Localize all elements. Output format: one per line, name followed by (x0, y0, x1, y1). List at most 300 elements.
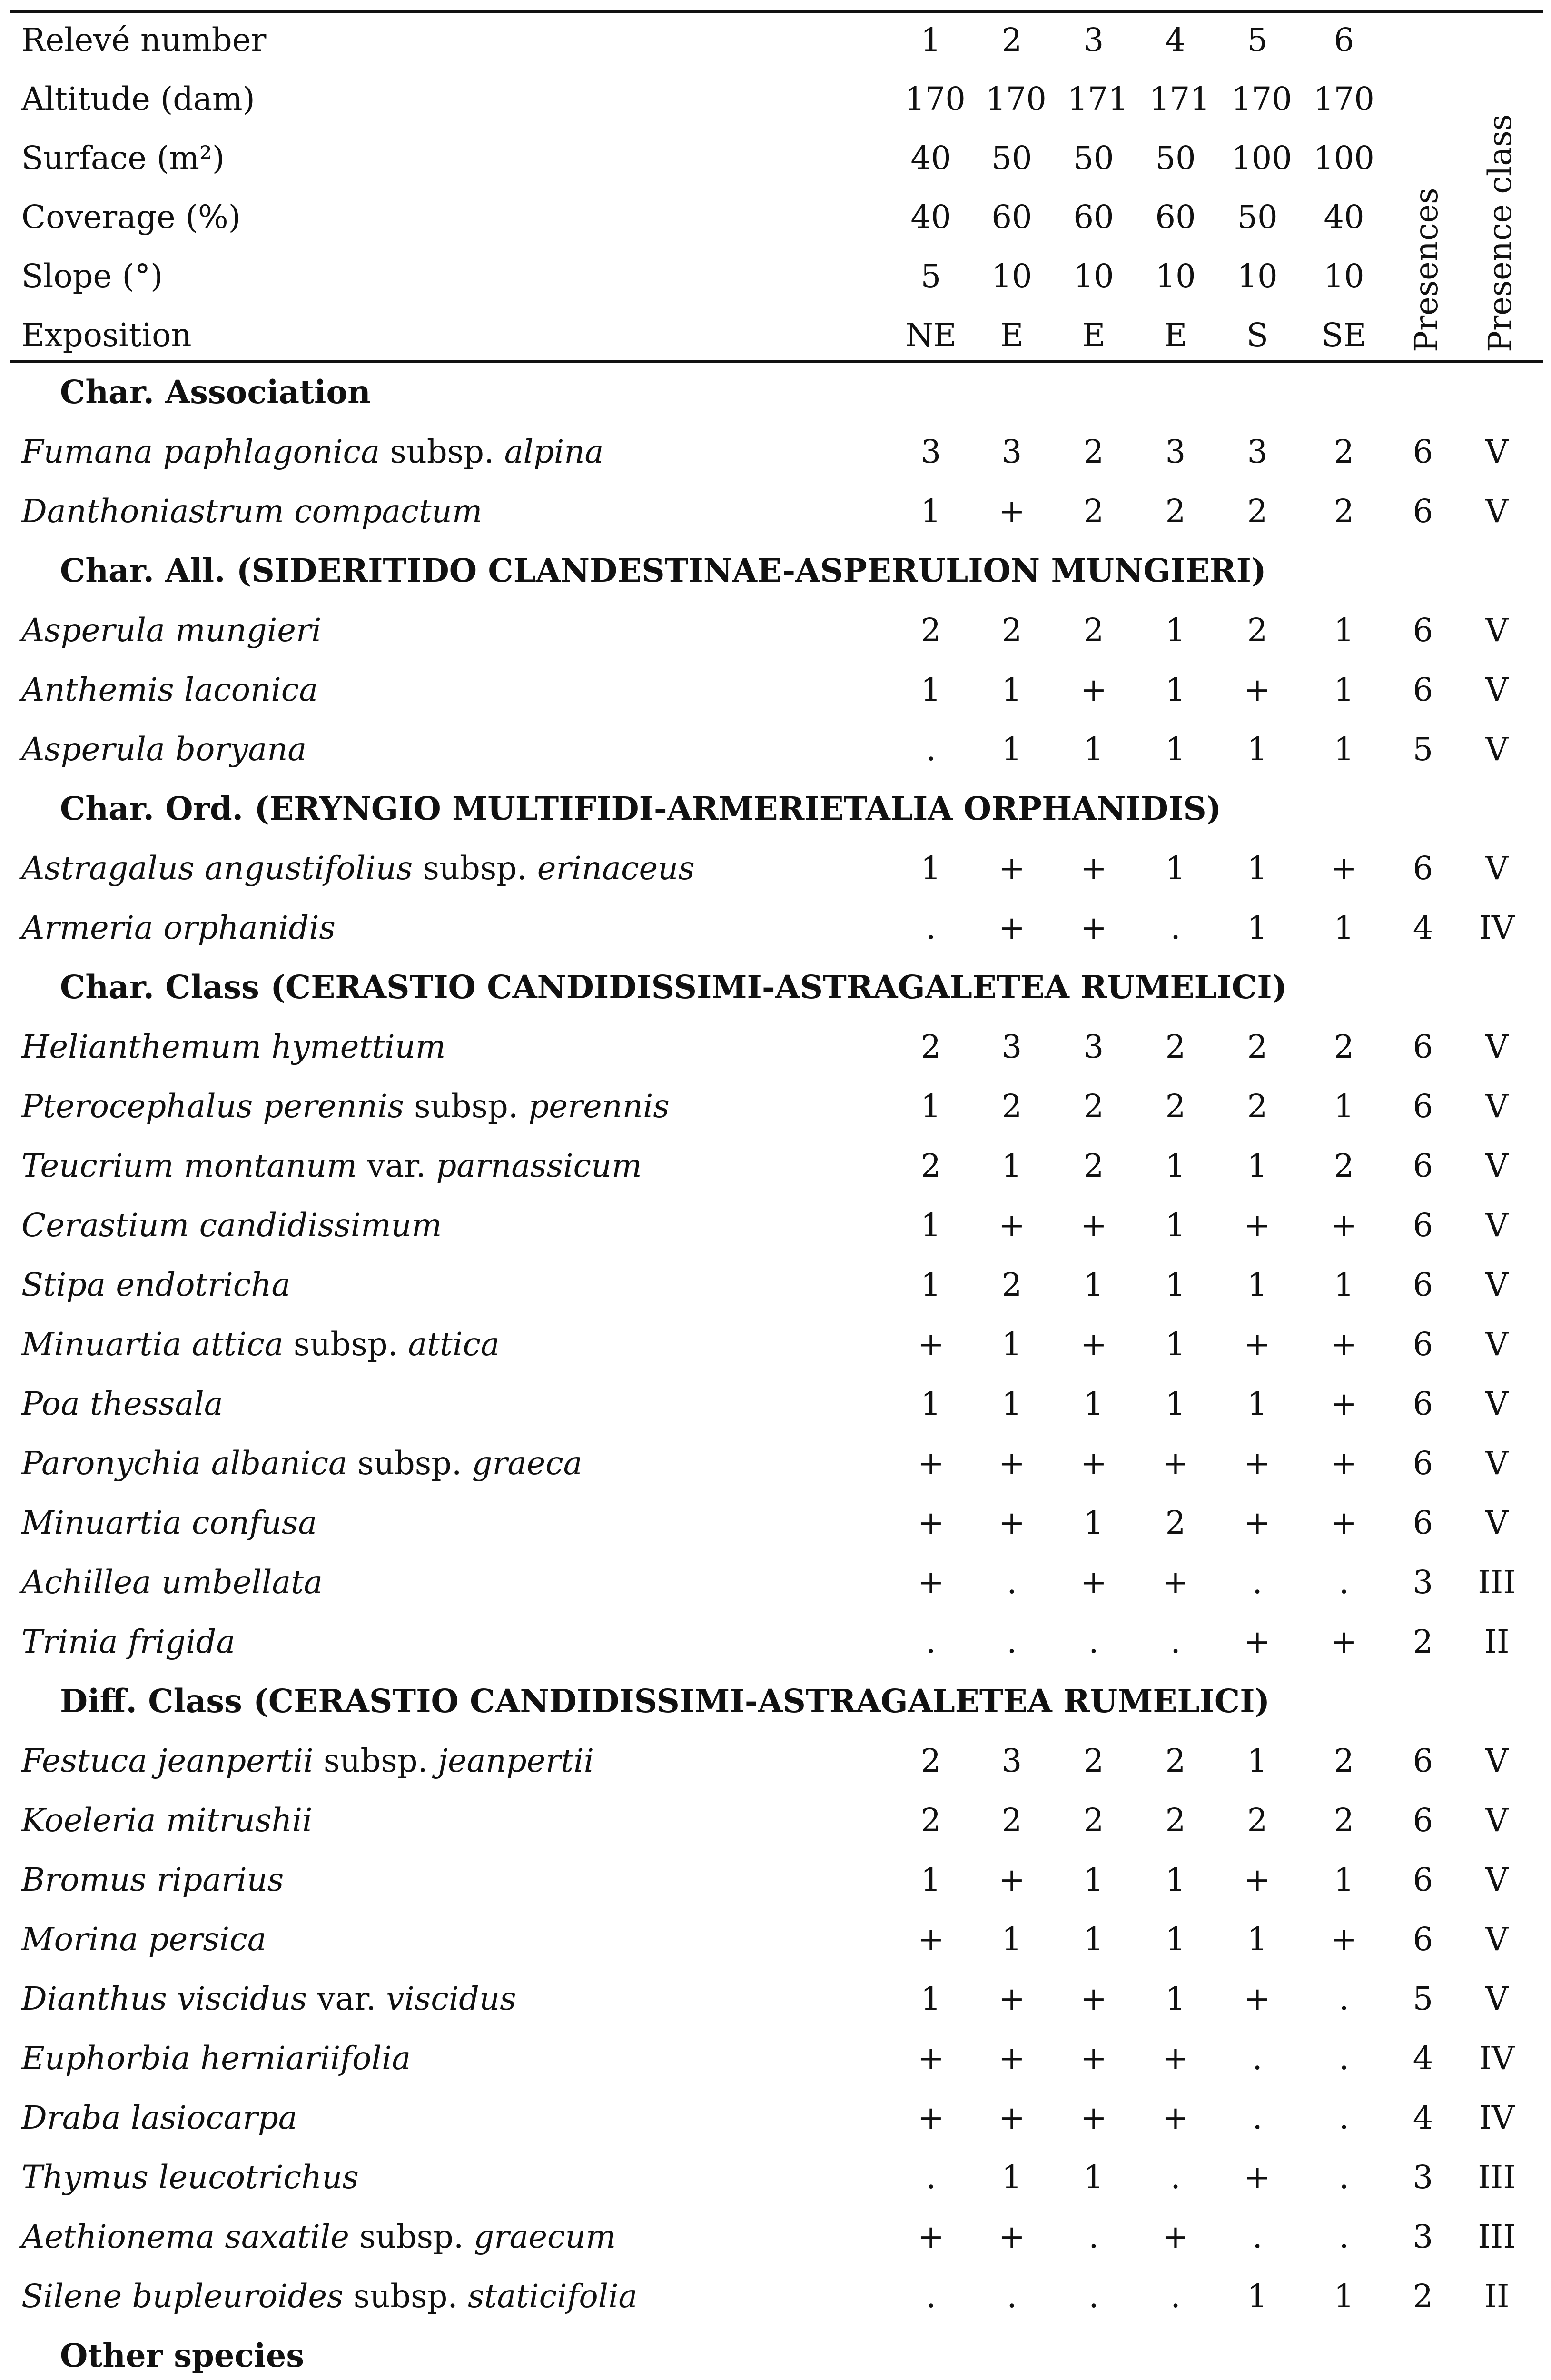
cover-value: + (998, 493, 1026, 530)
species-name-rank: subsp. (343, 2278, 468, 2315)
presence-class-value: II (1484, 2278, 1510, 2315)
cover-value: 1 (1334, 1266, 1354, 1303)
cover-value: 1 (1334, 671, 1354, 708)
cover-value: 2 (1334, 1147, 1354, 1184)
presence-class-value: V (1485, 1147, 1509, 1184)
cover-value: 1 (1083, 1861, 1104, 1898)
cover-value: . (1252, 2218, 1263, 2255)
presences-value: 6 (1413, 1266, 1433, 1303)
presences-value: 4 (1413, 909, 1433, 946)
cover-value: + (1330, 1623, 1358, 1660)
species-name (21, 2148, 359, 2207)
header-value: NE (905, 317, 957, 354)
species-row (0, 1077, 1551, 1136)
species-row (0, 1196, 1551, 1255)
section-title: Char. Ord. (ERYNGIO MULTIFIDI-ARMERIETALIA ORPHANIDIS) (60, 790, 1222, 827)
cover-value: 3 (1001, 433, 1022, 470)
cover-value: 1 (1001, 1326, 1022, 1363)
header-value: E (1000, 317, 1024, 354)
species-name-italic: Bromus riparius (21, 1861, 284, 1898)
presence-class-value: V (1485, 731, 1509, 768)
header-value: 1 (920, 21, 941, 59)
cover-value: + (1080, 2099, 1107, 2136)
species-name (21, 1434, 583, 1493)
header-value: E (1082, 317, 1106, 354)
presences-value: 4 (1413, 2040, 1433, 2077)
presence-class-value: III (1478, 2218, 1516, 2255)
species-name (21, 1493, 317, 1552)
header-value: 100 (1231, 139, 1292, 177)
species-row (0, 422, 1551, 481)
species-name (21, 2267, 637, 2326)
presences-value: 6 (1413, 612, 1433, 649)
cover-value: . (1088, 2218, 1099, 2255)
cover-value: + (1330, 1445, 1358, 1482)
header-row-label: Coverage (%) (21, 198, 241, 236)
species-name (21, 1374, 223, 1433)
presence-class-value: V (1485, 1504, 1509, 1541)
cover-value: 2 (1334, 1742, 1354, 1779)
cover-value: 2 (1165, 1504, 1186, 1541)
header-value: 5 (1247, 21, 1268, 59)
cover-value: 1 (1247, 1385, 1268, 1422)
cover-value: . (1007, 2278, 1017, 2315)
species-row (0, 1612, 1551, 1671)
header-row (0, 247, 1551, 306)
species-name-italic: Asperula mungieri (21, 612, 322, 649)
cover-value: + (1330, 1385, 1358, 1422)
cover-value: 1 (920, 1207, 941, 1244)
species-row (0, 1969, 1551, 2028)
species-name (21, 2029, 411, 2088)
cover-value: . (926, 731, 936, 768)
species-name (21, 422, 603, 481)
presence-class-value: V (1485, 671, 1509, 708)
cover-value: . (1252, 2099, 1263, 2136)
presences-value: 2 (1413, 1623, 1433, 1660)
cover-value: 2 (1165, 1802, 1186, 1839)
presences-value: 6 (1413, 850, 1433, 887)
cover-value: 2 (1001, 612, 1022, 649)
species-row (0, 2088, 1551, 2147)
presence-class-value: V (1485, 1266, 1509, 1303)
presence-class-value: V (1485, 1861, 1509, 1898)
cover-value: + (917, 1564, 945, 1601)
header-row-label: Relevé number (21, 21, 267, 59)
species-name-italic: Armeria orphanidis (21, 909, 336, 946)
species-row (0, 2207, 1551, 2266)
header-value: 50 (991, 139, 1032, 177)
species-name-rank: var. (307, 1980, 386, 2017)
cover-value: 2 (1083, 1802, 1104, 1839)
species-name-italic: attica (408, 1326, 500, 1363)
presence-class-value: IV (1479, 2040, 1515, 2077)
cover-value: + (917, 2099, 945, 2136)
cover-value: . (1339, 1564, 1349, 1601)
cover-value: 1 (1247, 1147, 1268, 1184)
species-name-italic: Thymus leucotrichus (21, 2159, 359, 2196)
cover-value: . (1170, 2159, 1181, 2196)
species-row (0, 1017, 1551, 1076)
species-row (0, 1910, 1551, 1969)
header-value: 100 (1314, 139, 1374, 177)
header-value: 10 (1073, 258, 1114, 295)
presences-value: 2 (1413, 2278, 1433, 2315)
cover-value: + (998, 2099, 1026, 2136)
presences-value: 3 (1413, 2218, 1433, 2255)
cover-value: + (998, 850, 1026, 887)
species-row (0, 1255, 1551, 1314)
cover-value: 2 (1083, 1147, 1104, 1184)
cover-value: + (1244, 1861, 1271, 1898)
header-value: 60 (991, 198, 1032, 236)
species-row (0, 601, 1551, 660)
presence-class-value: V (1485, 612, 1509, 649)
species-row (0, 660, 1551, 719)
cover-value: 1 (1334, 1861, 1354, 1898)
species-name-italic: Helianthemum hymettium (21, 1028, 446, 1065)
species-row (0, 1315, 1551, 1374)
cover-value: + (917, 1921, 945, 1958)
cover-value: 2 (920, 1742, 941, 1779)
species-name-rank: subsp. (413, 850, 537, 887)
cover-value: + (1080, 1564, 1107, 1601)
presence-class-value: IV (1479, 2099, 1515, 2136)
presence-class-value: III (1478, 2159, 1516, 2196)
species-name (21, 839, 695, 898)
cover-value: . (926, 909, 936, 946)
presence-class-value: V (1485, 1385, 1509, 1422)
cover-value: . (926, 2159, 936, 2196)
cover-value: + (1244, 1623, 1271, 1660)
cover-value: . (1339, 2099, 1349, 2136)
cover-value: + (998, 909, 1026, 946)
cover-value: 1 (1165, 1921, 1186, 1958)
species-name (21, 1969, 516, 2028)
cover-value: 3 (920, 433, 941, 470)
presences-value: 6 (1413, 1921, 1433, 1958)
cover-value: 1 (1334, 612, 1354, 649)
cover-value: . (1007, 1623, 1017, 1660)
cover-value: + (1244, 1504, 1271, 1541)
species-name-italic: parnassicum (436, 1147, 642, 1184)
species-name (21, 1136, 642, 1195)
cover-value: 1 (1083, 1266, 1104, 1303)
cover-value: 2 (1247, 612, 1268, 649)
cover-value: + (1330, 1326, 1358, 1363)
header-value: 50 (1073, 139, 1114, 177)
species-name-rank: subsp. (283, 1326, 408, 1363)
species-name (21, 1017, 445, 1076)
species-name-italic: Dianthus viscidus (21, 1980, 307, 2017)
section-heading-row (0, 541, 1551, 600)
cover-value: + (1080, 1326, 1107, 1363)
species-name (21, 1850, 284, 1909)
cover-value: 1 (920, 1088, 941, 1125)
presence-class-value: V (1485, 1028, 1509, 1065)
cover-value: + (1162, 2099, 1189, 2136)
cover-value: + (1330, 850, 1358, 887)
cover-value: . (1252, 2040, 1263, 2077)
species-row (0, 2148, 1551, 2207)
cover-value: 1 (1083, 1504, 1104, 1541)
species-name-italic: Minuartia attica (21, 1326, 284, 1363)
species-row (0, 1136, 1551, 1195)
cover-value: + (998, 2218, 1026, 2255)
cover-value: . (926, 2278, 936, 2315)
header-row (0, 188, 1551, 247)
cover-value: 1 (1165, 612, 1186, 649)
cover-value: 1 (1247, 850, 1268, 887)
cover-value: 2 (1247, 493, 1268, 530)
presences-value: 6 (1413, 1326, 1433, 1363)
cover-value: 2 (1083, 1742, 1104, 1779)
cover-value: 1 (1165, 1861, 1186, 1898)
presences-value: 6 (1413, 1088, 1433, 1125)
cover-value: + (998, 1445, 1026, 1482)
cover-value: 1 (1247, 1266, 1268, 1303)
species-name (21, 1077, 670, 1136)
cover-value: + (998, 1861, 1026, 1898)
species-row (0, 1374, 1551, 1433)
species-row (0, 839, 1551, 898)
cover-value: + (1244, 1326, 1271, 1363)
cover-value: 1 (1083, 1921, 1104, 1958)
presence-class-header: Presence class (1482, 114, 1519, 352)
cover-value: 1 (1165, 1147, 1186, 1184)
header-value: 170 (1231, 80, 1292, 118)
species-name-italic: Danthoniastrum compactum (21, 493, 483, 530)
species-name-italic: graeca (472, 1445, 583, 1482)
cover-value: 1 (1001, 731, 1022, 768)
cover-value: 1 (1334, 909, 1354, 946)
cover-value: + (1162, 1445, 1189, 1482)
cover-value: 2 (1247, 1088, 1268, 1125)
cover-value: 2 (1247, 1802, 1268, 1839)
cover-value: + (1080, 1207, 1107, 1244)
cover-value: + (998, 1980, 1026, 2017)
presence-class-value: V (1485, 1445, 1509, 1482)
species-name-italic: erinaceus (537, 850, 695, 887)
cover-value: 2 (1001, 1266, 1022, 1303)
header-value: 4 (1165, 21, 1186, 59)
cover-value: 1 (1165, 1326, 1186, 1363)
species-name-italic: Fumana paphlagonica (21, 433, 380, 470)
presences-value: 6 (1413, 1861, 1433, 1898)
section-title: Char. Association (60, 373, 371, 411)
cover-value: + (1330, 1921, 1358, 1958)
presence-class-value: V (1485, 1980, 1509, 2017)
header-value: SE (1321, 317, 1367, 354)
header-value: S (1246, 317, 1268, 354)
species-name-italic: Teucrium montanum (21, 1147, 357, 1184)
species-name (21, 1255, 290, 1314)
species-row (0, 2029, 1551, 2088)
cover-value: 3 (1001, 1028, 1022, 1065)
cover-value: + (998, 1504, 1026, 1541)
presences-value: 6 (1413, 1504, 1433, 1541)
cover-value: 1 (920, 1861, 941, 1898)
header-row (0, 69, 1551, 129)
presence-class-value: V (1485, 1326, 1509, 1363)
cover-value: 3 (1083, 1028, 1104, 1065)
species-name (21, 2207, 616, 2266)
cover-value: + (1330, 1207, 1358, 1244)
cover-value: + (1244, 1445, 1271, 1482)
cover-value: 1 (1165, 1207, 1186, 1244)
species-row (0, 2267, 1551, 2326)
species-name-italic: Euphorbia herniariifolia (21, 2040, 411, 2077)
species-name-italic: Paronychia albanica (21, 1445, 347, 1482)
species-row (0, 1850, 1551, 1909)
cover-value: 1 (1001, 1921, 1022, 1958)
cover-value: + (1080, 909, 1107, 946)
header-value: 170 (986, 80, 1047, 118)
cover-value: . (926, 1623, 936, 1660)
species-name (21, 1731, 594, 1790)
species-name-italic: Stipa endotricha (21, 1266, 291, 1303)
cover-value: + (1244, 1207, 1271, 1244)
presences-value: 3 (1413, 1564, 1433, 1601)
species-row (0, 1553, 1551, 1612)
cover-value: 2 (1334, 1802, 1354, 1839)
presence-class-value: V (1485, 493, 1509, 530)
species-name-italic: jeanpertii (438, 1742, 594, 1779)
header-value: 40 (910, 198, 951, 236)
header-row-label: Slope (°) (21, 258, 163, 295)
species-row (0, 898, 1551, 957)
species-row (0, 1791, 1551, 1850)
cover-value: 2 (1083, 1088, 1104, 1125)
cover-value: 2 (1165, 1088, 1186, 1125)
cover-value: 3 (1165, 433, 1186, 470)
header-value: 60 (1073, 198, 1114, 236)
cover-value: 1 (1247, 909, 1268, 946)
cover-value: 2 (920, 1802, 941, 1839)
header-value: E (1164, 317, 1187, 354)
cover-value: + (1080, 850, 1107, 887)
species-name (21, 1910, 267, 1969)
cover-value: . (1252, 1564, 1263, 1601)
cover-value: 1 (920, 493, 941, 530)
cover-value: + (1162, 2218, 1189, 2255)
species-name (21, 660, 318, 719)
cover-value: 1 (1247, 731, 1268, 768)
cover-value: + (1080, 1445, 1107, 1482)
cover-value: . (1339, 2218, 1349, 2255)
presence-class-value: V (1485, 1921, 1509, 1958)
header-value: 50 (1155, 139, 1196, 177)
cover-value: 2 (1001, 1802, 1022, 1839)
header-row (0, 306, 1551, 365)
cover-value: 1 (920, 1980, 941, 2017)
cover-value: 2 (920, 612, 941, 649)
cover-value: 1 (920, 1266, 941, 1303)
cover-value: 2 (920, 1028, 941, 1065)
cover-value: 1 (1165, 1980, 1186, 2017)
presences-value: 6 (1413, 1445, 1433, 1482)
species-name-rank: subsp. (349, 2218, 474, 2255)
cover-value: 1 (920, 671, 941, 708)
presences-value: 6 (1413, 671, 1433, 708)
cover-value: + (1162, 1564, 1189, 1601)
presences-value: 6 (1413, 493, 1433, 530)
section-title: Char. Class (CERASTIO CANDIDISSIMI-ASTRAGALETEA RUMELICI) (60, 968, 1287, 1006)
species-name-italic: viscidus (386, 1980, 516, 2017)
cover-value: 1 (1001, 671, 1022, 708)
cover-value: 3 (1001, 1742, 1022, 1779)
section-heading-row (0, 1672, 1551, 1731)
cover-value: 1 (920, 1385, 941, 1422)
section-title: Diff. Class (CERASTIO CANDIDISSIMI-ASTRAGALETEA RUMELICI) (60, 1682, 1270, 1720)
presence-class-value: III (1478, 1564, 1516, 1601)
cover-value: 1 (1334, 731, 1354, 768)
presences-value: 6 (1413, 1028, 1433, 1065)
cover-value: 2 (1334, 433, 1354, 470)
species-name-italic: Pterocephalus perennis (21, 1088, 404, 1125)
species-name-rank: subsp. (313, 1742, 438, 1779)
header-row-label: Surface (m²) (21, 139, 225, 177)
presences-value: 6 (1413, 1385, 1433, 1422)
header-value: 5 (920, 258, 941, 295)
header-row-label: Altitude (dam) (21, 80, 255, 118)
presences-value: 5 (1413, 731, 1433, 768)
cover-value: 1 (1083, 2159, 1104, 2196)
section-title: Other species (60, 2337, 305, 2374)
species-name-rank: subsp. (347, 1445, 472, 1482)
section-heading-row (0, 363, 1551, 422)
species-name (21, 1553, 323, 1612)
species-name-italic: alpina (504, 433, 604, 470)
species-name-italic: Silene bupleuroides (21, 2278, 344, 2315)
species-name-italic: Anthemis laconica (21, 671, 318, 708)
cover-value: + (1080, 671, 1107, 708)
header-value: 10 (991, 258, 1032, 295)
species-name-rank: subsp. (404, 1088, 529, 1125)
cover-value: 1 (1165, 671, 1186, 708)
cover-value: 2 (920, 1147, 941, 1184)
cover-value: 1 (1334, 2278, 1354, 2315)
species-name-italic: Minuartia confusa (21, 1504, 317, 1541)
cover-value: 2 (1083, 612, 1104, 649)
cover-value: . (1339, 2040, 1349, 2077)
cover-value: 1 (1165, 731, 1186, 768)
cover-value: 2 (1083, 493, 1104, 530)
species-name (21, 1196, 442, 1255)
cover-value: . (1170, 1623, 1181, 1660)
cover-value: 1 (1083, 1385, 1104, 1422)
species-row (0, 482, 1551, 541)
cover-value: + (998, 2040, 1026, 2077)
header-value: 10 (1155, 258, 1196, 295)
species-name (21, 1315, 500, 1374)
header-value: 171 (1067, 80, 1128, 118)
cover-value: 1 (1165, 1385, 1186, 1422)
presences-value: 6 (1413, 1802, 1433, 1839)
species-name (21, 1791, 312, 1850)
cover-value: 1 (1165, 850, 1186, 887)
section-heading-row (0, 779, 1551, 838)
presence-class-value: V (1485, 1742, 1509, 1779)
header-value: 50 (1237, 198, 1278, 236)
species-row (0, 1434, 1551, 1493)
cover-value: 1 (920, 850, 941, 887)
presence-class-value: IV (1479, 909, 1515, 946)
presences-value: 3 (1413, 2159, 1433, 2196)
section-title: Char. All. (SIDERITIDO CLANDESTINAE-ASPERULION MUNGIERI) (60, 552, 1266, 589)
header-value: 10 (1324, 258, 1364, 295)
species-name (21, 898, 336, 957)
